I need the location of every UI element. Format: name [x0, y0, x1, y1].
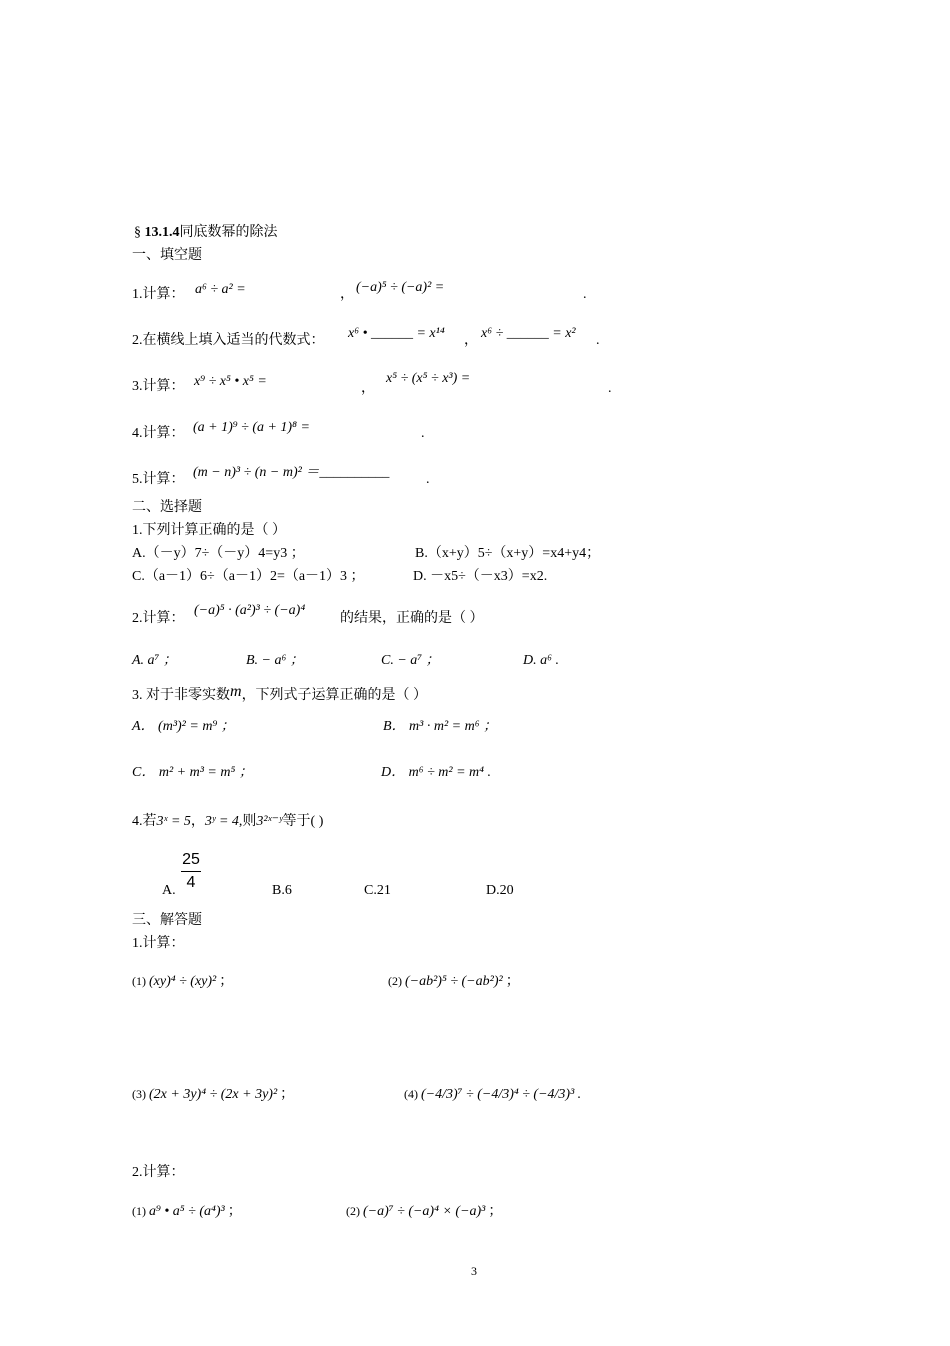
p3-q1-p4-end: .: [577, 1087, 581, 1102]
p1-q3-expr1: x⁹ ÷ x⁵ • x⁵ =: [194, 374, 267, 389]
p2-q3-optC: C． m² + m³ = m⁵ ；: [132, 765, 253, 780]
p3-q1-p4-index: (4): [404, 1087, 418, 1101]
p2-q3-optD: D． m⁶ ÷ m² = m⁴ .: [381, 765, 492, 780]
p1-q3-expr2: x⁵ ÷ (x⁵ ÷ x³) =: [386, 371, 471, 386]
p2-q4-mid: ,则: [238, 814, 257, 829]
p3-q2-p2-end: ；: [488, 1204, 503, 1219]
p2-q4-cond1: 3ˣ = 5: [156, 814, 191, 829]
p3-q2-p2-index: (2): [346, 1204, 360, 1218]
p2-q1-optD: D. －x5÷（－x3）=x2.: [413, 569, 548, 584]
p1-q4-end: .: [421, 426, 425, 441]
p1-q4-label: 4.计算：: [132, 426, 185, 441]
p2-q3-var: m: [230, 683, 242, 700]
p2-q2-tail: 的结果，正确的是（ ）: [340, 611, 484, 626]
p3-q1-p2-index: (2): [388, 974, 402, 988]
p1-q1-expr1: a⁶ ÷ a² =: [195, 282, 246, 297]
p3-q1-p1-expr: (xy)⁴ ÷ (xy)²: [149, 974, 217, 989]
p3-q2-p2: [346, 1202, 502, 1221]
p2-q2-optB: B. − a⁶ ；: [246, 653, 304, 668]
p1-q1-sep: ，: [340, 287, 354, 302]
part1-heading: 一、填空题: [132, 248, 202, 263]
p3-q1-p1: [132, 972, 233, 991]
p2-q3-stem: [132, 683, 427, 705]
p3-q1-p3-end: ；: [280, 1087, 295, 1102]
p2-q3-stem-post: ，下列式子运算正确的是（ ）: [241, 688, 428, 703]
p2-q4-optA-num: 25: [182, 851, 200, 868]
p2-q3-optB: B． m³ · m² = m⁶ ；: [383, 719, 498, 734]
p1-q2-expr1: x⁶ • ______ = x¹⁴: [348, 326, 445, 341]
p3-q1-p3-index: (3): [132, 1087, 146, 1101]
p3-q1-p4-expr: (−4/3)⁷ ÷ (−4/3)⁴ ÷ (−4/3)³: [421, 1087, 575, 1102]
p2-q4-stem: [132, 813, 323, 831]
p2-q4-post: 等于( ): [282, 814, 324, 829]
part3-heading: 三、解答题: [132, 913, 202, 928]
p2-q3-stem-pre: 3. 对于非零实数: [132, 688, 230, 703]
p2-q2-optA: A. a⁷ ；: [132, 653, 177, 668]
part2-heading: 二、选择题: [132, 500, 202, 515]
p3-q1-label: 1.计算：: [132, 936, 185, 951]
p1-q5-label: 5.计算：: [132, 472, 185, 487]
p3-q2-p2-expr: (−a)⁷ ÷ (−a)⁴ × (−a)³: [363, 1204, 486, 1219]
p1-q3-sep: ，: [361, 381, 375, 396]
p3-q1-p1-end: ；: [219, 974, 234, 989]
p2-q4-expr: 3²ˣ⁻ʸ: [256, 814, 283, 829]
p2-q4-optC: C.21: [364, 883, 391, 898]
p2-q4-optB: B.6: [272, 883, 292, 898]
p3-q1-p2: [388, 972, 520, 991]
p2-q4-optA-fraction: [180, 851, 202, 892]
p1-q1-expr2: (−a)⁵ ÷ (−a)² =: [356, 280, 445, 295]
section-title: [134, 224, 278, 242]
p1-q5-expr: (m − n)³ ÷ (n − m)² ＝__________: [193, 465, 390, 480]
p1-q2-label: 2.在横线上填入适当的代数式：: [132, 333, 325, 348]
p2-q4-cond2: 3ʸ = 4: [204, 814, 239, 829]
p3-q2-p1-end: ；: [227, 1204, 242, 1219]
section-name: 同底数幂的除法: [179, 225, 278, 240]
p3-q1-p2-expr: (−ab²)⁵ ÷ (−ab²)²: [405, 974, 503, 989]
p2-q2-label: 2.计算：: [132, 611, 185, 626]
p1-q4-expr: (a + 1)⁹ ÷ (a + 1)⁸ =: [193, 420, 310, 435]
p2-q3-optA: A． (m³)² = m⁹ ；: [132, 719, 235, 734]
p2-q2-optD: D. a⁶ .: [523, 653, 559, 668]
p1-q1-end: .: [583, 287, 587, 302]
p2-q1-optA: A.（－y）7÷（－y）4=y3 ；: [132, 546, 305, 561]
p2-q4-optD: D.20: [486, 883, 514, 898]
page-number: 3: [471, 1264, 477, 1278]
p1-q2-end: .: [596, 333, 600, 348]
p3-q2-p1-index: (1): [132, 1204, 146, 1218]
p2-q4-optA-den: 4: [186, 874, 196, 891]
p3-q2-label: 2.计算：: [132, 1165, 185, 1180]
p2-q2-optC: C. − a⁷ ；: [381, 653, 440, 668]
p2-q4-pre: 4.若: [132, 814, 157, 829]
p3-q2-p1: [132, 1202, 242, 1221]
section-number: 13.1.4: [144, 225, 180, 240]
p1-q2-sep: ，: [464, 333, 478, 348]
p3-q1-p1-index: (1): [132, 974, 146, 988]
p1-q5-end: .: [426, 472, 430, 487]
p1-q1-label: 1.计算：: [132, 287, 185, 302]
p3-q1-p3: [132, 1085, 294, 1104]
p3-q1-p3-expr: (2x + 3y)⁴ ÷ (2x + 3y)²: [149, 1087, 278, 1102]
p1-q3-end: .: [608, 381, 612, 396]
p2-q2-expr: (−a)⁵ · (a²)³ ÷ (−a)⁴: [194, 603, 306, 618]
p2-q1-optC: C.（a－1）6÷（a－1）2=（a－1）3 ；: [132, 569, 365, 584]
fraction-bar: [181, 871, 201, 872]
p3-q2-p1-expr: a⁹ • a⁵ ÷ (a⁴)³: [149, 1204, 225, 1219]
p2-q1-stem: 1.下列计算正确的是（ ）: [132, 523, 286, 538]
p2-q4-sep: ，: [190, 814, 205, 829]
p2-q4-optA-label: A.: [162, 883, 176, 898]
p3-q1-p2-end: ；: [505, 974, 520, 989]
p1-q3-label: 3.计算：: [132, 379, 185, 394]
p3-q1-p4: [404, 1085, 581, 1104]
p2-q1-optB: B.（x+y）5÷（x+y）=x4+y4；: [415, 546, 601, 561]
section-symbol: §: [134, 225, 141, 240]
p1-q2-expr2: x⁶ ÷ ______ = x²: [481, 326, 576, 341]
